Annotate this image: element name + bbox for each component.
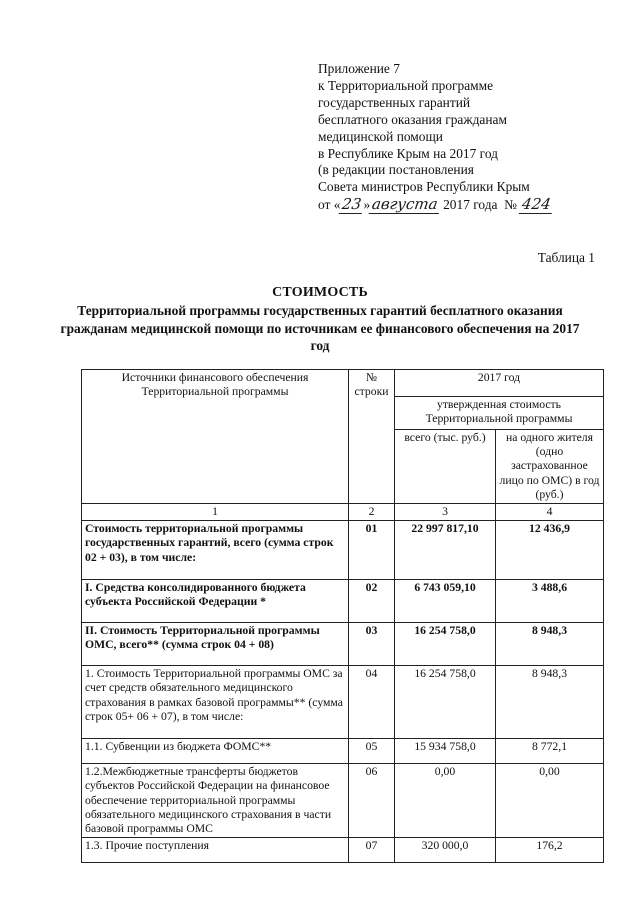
row-per-capita: 8 948,3	[496, 666, 604, 739]
row-total: 6 743 059,10	[395, 580, 496, 623]
row-label: 1.1. Субвенции из бюджета ФОМС**	[82, 739, 349, 764]
row-no: 02	[349, 580, 395, 623]
row-per-capita: 0,00	[496, 764, 604, 838]
table-row	[82, 666, 604, 739]
header-line: государственных гарантий	[318, 94, 471, 110]
handwritten-number: 424	[519, 196, 554, 214]
row-label: 1.2.Межбюджетные трансферты бюджетов субъектов Российской Федерации на финансовое обеспечение территориальной программы обязательного медицинского страхования в части базовой программы ОМС	[82, 764, 349, 838]
header-line: бесплатного оказания гражданам	[318, 111, 507, 127]
header-per-capita: на одного жителя (одно застрахованное лицо по ОМС) в год (руб.)	[496, 430, 604, 504]
table-row	[82, 623, 604, 666]
header-line: в Республике Крым на 2017 год	[318, 145, 498, 161]
col-number: 4	[496, 504, 604, 521]
row-label: II. Стоимость Территориальной программы ОМС, всего** (сумма строк 04 + 08)	[82, 623, 349, 666]
header-line: (в редакции постановления	[318, 162, 474, 178]
row-no: 06	[349, 764, 395, 838]
row-no: 01	[349, 521, 395, 580]
col-number: 3	[395, 504, 496, 521]
header-line: Приложение 7	[318, 61, 400, 76]
row-total: 0,00	[395, 764, 496, 838]
table-row	[82, 580, 604, 623]
number-sign: №	[504, 197, 517, 213]
handwritten-day: 23	[339, 196, 365, 214]
document-title: СТОИМОСТЬ	[272, 285, 368, 300]
row-per-capita: 8 948,3	[496, 623, 604, 666]
date-mid: »	[363, 197, 371, 213]
cost-table	[81, 369, 604, 863]
row-no: 07	[349, 838, 395, 863]
row-label: 1. Стоимость Территориальной программы ОМС за счет средств обязательного медицинского страхования в рамках базовой программы** (сумма строк 05+ 06 + 07), в том числе:	[82, 666, 349, 739]
date-year: 2017 года	[443, 197, 498, 213]
row-no: 05	[349, 739, 395, 764]
row-per-capita: 12 436,9	[496, 521, 604, 580]
row-no: 04	[349, 666, 395, 739]
header-row-no: № строки	[349, 370, 395, 504]
document-subtitle: Территориальной программы государственных гарантий бесплатного оказания гражданам медицинской помощи по источникам ее финансового обеспечения на 2017 год	[60, 303, 580, 353]
table-row	[82, 838, 604, 863]
row-total: 320 000,0	[395, 838, 496, 863]
date-prefix: от «	[318, 197, 341, 213]
row-total: 15 934 758,0	[395, 739, 496, 764]
col-number: 1	[82, 504, 349, 521]
header-source: Источники финансового обеспечения Территориальной программы	[82, 370, 349, 504]
row-total: 16 254 758,0	[395, 623, 496, 666]
handwritten-month: августа	[369, 196, 441, 214]
table-label: Таблица 1	[537, 250, 595, 265]
row-per-capita: 3 488,6	[496, 580, 604, 623]
row-total: 22 997 817,10	[395, 521, 496, 580]
row-total: 16 254 758,0	[395, 666, 496, 739]
row-per-capita: 176,2	[496, 838, 604, 863]
col-number: 2	[349, 504, 395, 521]
header-total: всего (тыс. руб.)	[395, 430, 496, 504]
header-line: медицинской помощи	[318, 128, 443, 144]
resolution-date-line	[318, 196, 553, 214]
row-label: Стоимость территориальной программы государственных гарантий, всего (сумма строк 02 + 03), в том числе:	[82, 521, 349, 580]
row-label: I. Средства консолидированного бюджета субъекта Российской Федерации *	[82, 580, 349, 623]
table-row	[82, 764, 604, 838]
table-row	[82, 739, 604, 764]
header-approved: утвержденная стоимость Территориальной программы	[395, 397, 604, 430]
header-year: 2017 год	[395, 370, 604, 397]
appendix-header	[318, 61, 553, 214]
row-no: 03	[349, 623, 395, 666]
row-per-capita: 8 772,1	[496, 739, 604, 764]
row-label: 1.3. Прочие поступления	[82, 838, 349, 863]
header-line: Совета министров Республики Крым	[318, 179, 530, 195]
table-row	[82, 521, 604, 580]
header-line: к Территориальной программе	[318, 77, 494, 93]
